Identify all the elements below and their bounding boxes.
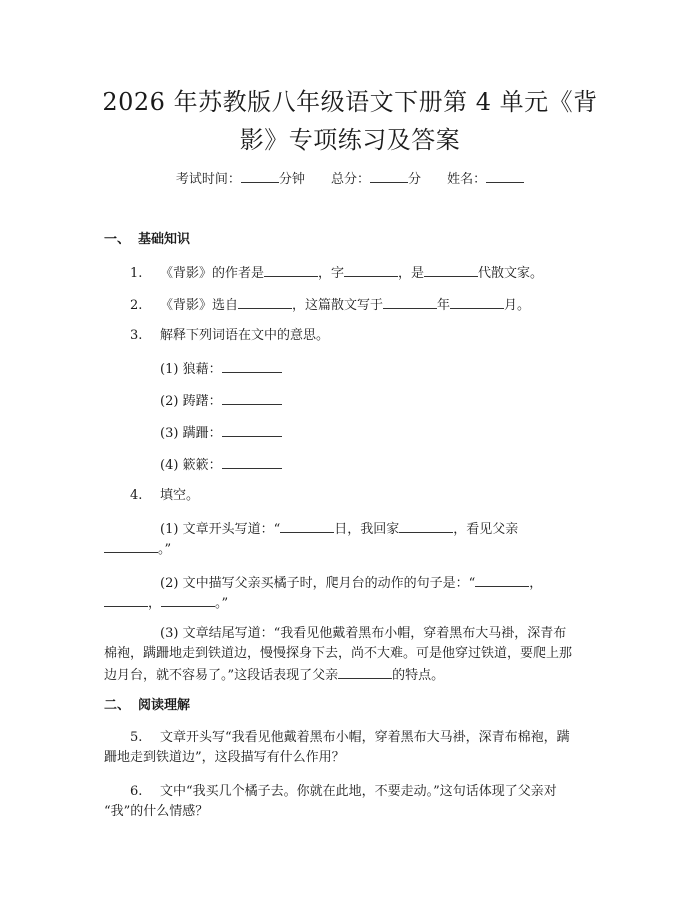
q4-part-3-line1: (3) 文章结尾写道：“我看见他戴着黑布小帽，穿着黑布大马褂，深青布 (160, 626, 567, 641)
name-blank[interactable] (486, 168, 524, 183)
page-title-line1: 2026 年苏教版八年级语文下册第 4 单元《背 (102, 88, 598, 116)
q3-item-2: (2) 踌躇： (160, 390, 282, 412)
question-2: 2. 《背影》选自 ，这篇散文写于 年 月。 (130, 294, 530, 316)
time-blank[interactable] (241, 168, 279, 183)
answer-blank[interactable] (238, 294, 292, 309)
exam-meta (0, 168, 700, 190)
answer-blank[interactable] (280, 518, 334, 533)
question-1: 1. 《背影》的作者是 ，字 ，是 代散文家。 (130, 262, 543, 284)
score-blank[interactable] (370, 168, 408, 183)
answer-blank[interactable] (475, 572, 529, 587)
q4-part-1-line1: (1) 文章开头写道：“ 日，我回家 ，看见父亲 (160, 518, 518, 540)
q4-part-2-line1: (2) 文中描写父亲买橘子时，爬月台的动作的句子是：“ ， (160, 572, 542, 594)
answer-blank[interactable] (424, 262, 478, 277)
q4-part-1-line2: 。” (104, 538, 171, 560)
question-4: 4. 填空。 (130, 488, 200, 503)
answer-blank[interactable] (222, 358, 282, 373)
question-5-line2: 跚地走到铁道边”，这段描写有什么作用？ (104, 750, 345, 765)
answer-blank[interactable] (344, 262, 398, 277)
time-unit: 分钟 (278, 172, 305, 187)
answer-blank[interactable] (104, 592, 148, 607)
q4-part-3-line2: 棉袍，蹒跚地走到铁道边，慢慢探身下去，尚不大难。可是他穿过铁道，要爬上那 (104, 646, 573, 661)
q3-item-4: (4) 簌簌： (160, 454, 282, 476)
answer-blank[interactable] (383, 294, 437, 309)
answer-blank[interactable] (450, 294, 504, 309)
answer-blank[interactable] (222, 390, 282, 405)
answer-blank[interactable] (161, 592, 215, 607)
time-label: 考试时间： (175, 172, 241, 187)
q4-part-2-line2: ， 。” (104, 592, 228, 614)
score-unit: 分 (408, 172, 422, 187)
answer-blank[interactable] (338, 664, 392, 679)
answer-blank[interactable] (222, 454, 282, 469)
score-label: 总分： (330, 172, 370, 187)
section-heading-basic: 一、 基础知识 (104, 232, 191, 247)
answer-blank[interactable] (264, 262, 318, 277)
question-3: 3. 解释下列词语在文中的意思。 (130, 328, 330, 343)
answer-blank[interactable] (222, 422, 282, 437)
question-6-line2: “我”的什么情感？ (104, 804, 209, 819)
question-5-line1: 5. 文章开头写“我看见他戴着黑布小帽，穿着黑布大马褂，深青布棉袍，蹒 (130, 730, 570, 745)
answer-blank[interactable] (399, 518, 453, 533)
question-6-line1: 6. 文中“我买几个橘子去。你就在此地，不要走动。”这句话体现了父亲对 (130, 784, 557, 799)
q4-part-3-line3: 边月台，就不容易了。”这段话表现了父亲 的特点。 (104, 664, 444, 686)
answer-blank[interactable] (104, 538, 158, 553)
page-title-line2: 影》专项练习及答案 (239, 126, 461, 154)
q3-item-3: (3) 蹒跚： (160, 422, 282, 444)
name-label: 姓名： (447, 172, 487, 187)
section-heading-reading: 二、 阅读理解 (104, 698, 191, 713)
q3-item-1: (1) 狼藉： (160, 358, 282, 380)
